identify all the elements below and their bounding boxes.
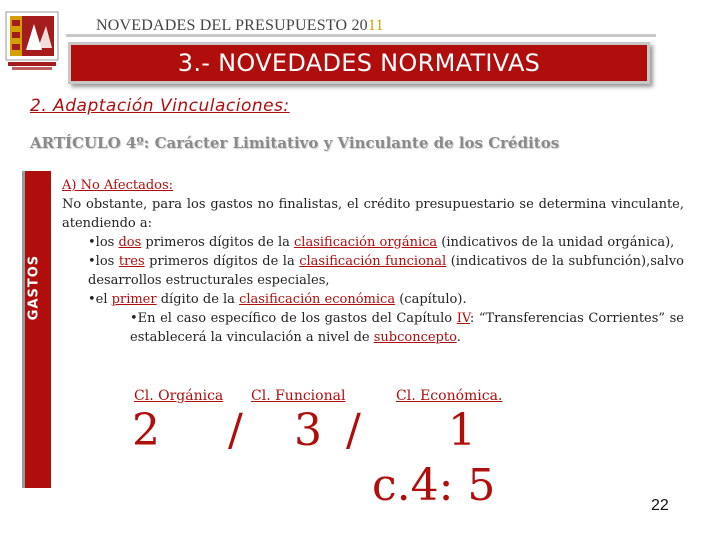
paragraph-intro: No obstante, para los gastos no finalistas, el crédito presupuestario se determina vinculante, atendiendo a: <box>62 197 684 231</box>
separator-2: / <box>346 405 361 456</box>
bullet-funcional-digits: tres <box>118 254 145 269</box>
bullet-funcional-class: clasificación funcional <box>299 254 447 269</box>
bullet-organica-class: clasificación orgánica <box>294 235 438 250</box>
bullet-economica: •el primer dígito de la clasificación económica (capítulo). <box>88 292 467 307</box>
section-title: 2. Adaptación Vinculaciones: <box>30 96 290 116</box>
item-title: A) No Afectados: <box>62 178 174 193</box>
header-divider <box>66 34 656 37</box>
header-year-accent: 11 <box>367 17 384 34</box>
bullet-capitulo-number: IV <box>456 311 470 326</box>
side-category-label: GASTOS <box>26 254 42 321</box>
separator-1: / <box>228 405 243 456</box>
banner-title: 3.- NOVEDADES NORMATIVAS <box>177 49 541 77</box>
page-number: 22 <box>651 497 669 514</box>
value-economica: 1 <box>448 405 476 456</box>
label-organica: Cl. Orgánica <box>134 388 224 404</box>
university-logo-icon <box>4 10 60 72</box>
bullet-organica-digits: dos <box>118 235 142 250</box>
bullet-economica-digits: primer <box>111 292 157 307</box>
article-title: ARTÍCULO 4º: Carácter Limitativo y Vinculante de los Créditos <box>30 134 560 152</box>
bullet-capitulo-iv: •En el caso específico de los gastos del Capítulo IV: “Transferencias Corrientes” se establecerá la vinculación a nivel de subconcepto. <box>130 311 685 345</box>
value-economica-detail: c.4: 5 <box>372 460 496 511</box>
bullet-economica-class: clasificación económica <box>239 292 396 307</box>
bullet-organica: •los dos primeros dígitos de la clasificación orgánica (indicativos de la unidad orgánica), <box>88 235 675 250</box>
bullet-funcional: •los tres primeros dígitos de la clasificación funcional (indicativos de la subfunción),salvo desarrollos estructurales especiales, <box>88 254 684 288</box>
value-funcional: 3 <box>294 405 322 456</box>
label-economica: Cl. Económica. <box>396 388 503 404</box>
bullet-subconcepto: subconcepto <box>373 330 457 345</box>
label-funcional: Cl. Funcional <box>251 388 346 404</box>
header-title: NOVEDADES DEL PRESUPUESTO 2011 <box>96 17 384 34</box>
value-organica: 2 <box>132 405 160 456</box>
body-content <box>62 176 684 347</box>
banner <box>68 42 650 84</box>
